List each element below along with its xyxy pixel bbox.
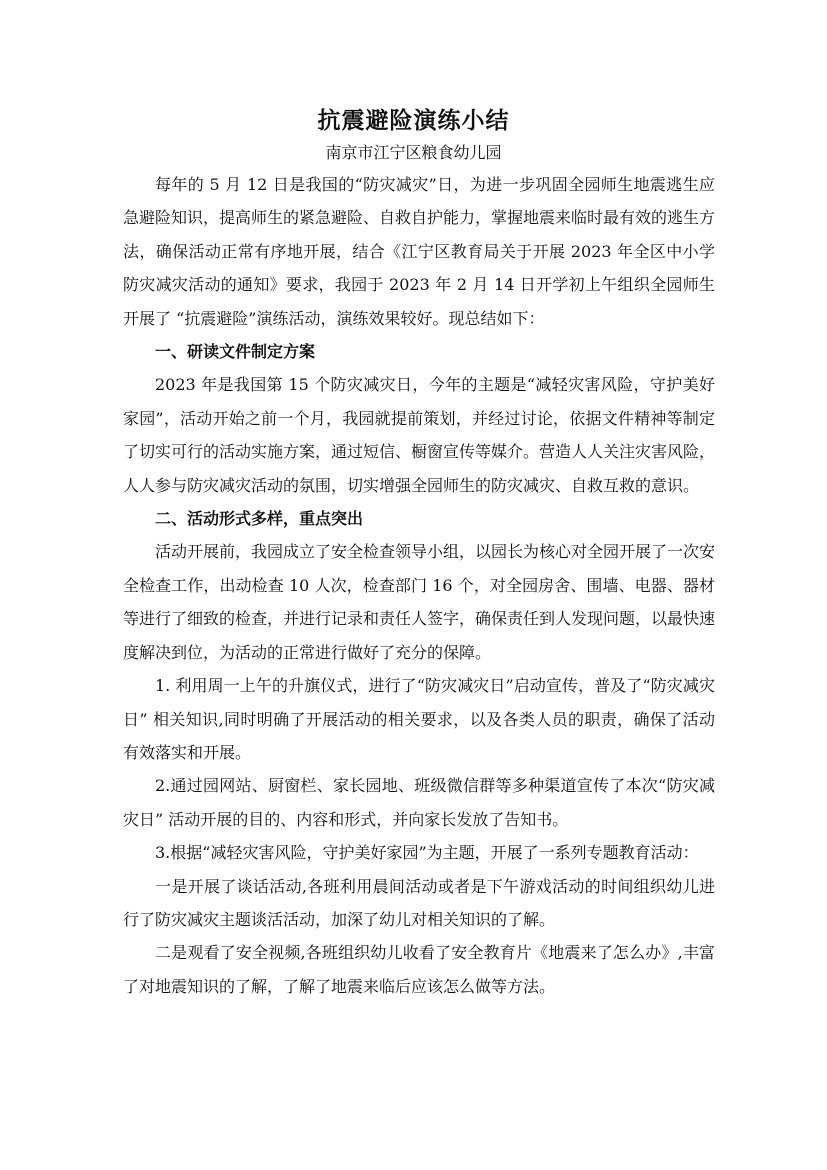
intro-paragraph: 每年的 5 月 12 日是我国的“防灾减灾”日，为进一步巩固全园师生地震逃生应急避险知识，提高师生的紧急避险、自救自护能力，掌握地震来临时最有效的逃生方法，确保活动正常有序地开展，结合《江宁区教育局关于开展 2023 年全区中小学防灾减灾活动的通知》要求，我园于 2023 年 2 月 14 日开学初上午组织全园师生开展了 “抗震避险”演练活动，演练效果较好。现总结如下： [123, 175, 716, 328]
section-2-paragraph: 活动开展前，我园成立了安全检查领导小组，以园长为核心对全园开展了一次安全检查工作，出动检查 10 人次，检查部门 16 个，对全园房舍、围墙、电器、器材等进行了细致的检查，并进行记录和责任人签字，确保责任到人发现问题，以最快速度解决到位，为活动的正常进行做好了充分的保障。 [123, 542, 716, 662]
list-item-3: 3.根据“减轻灾害风险，守护美好家园”为主题，开展了一系列专题教育活动： [155, 843, 699, 863]
section-2-heading: 二、活动形式多样，重点突出 [155, 509, 364, 529]
list-item-1: 1. 利用周一上午的升旗仪式，进行了“防灾减灾日”启动宣传，普及了“防灾减灾日” 相关知识,同时明确了开展活动的相关要求，以及各类人员的职责，确保了活动有效落实和开展。 [123, 676, 715, 762]
sub-item-2: 二是观看了安全视频,各班组织幼儿收看了安全教育片《地震来了怎么办》,丰富了对地震知识的了解，了解了地震来临后应该怎么做等方法。 [123, 943, 715, 996]
organization-name: 南京市江宁区粮食幼儿园 [325, 143, 502, 162]
section-1-heading: 一、研读文件制定方案 [155, 342, 316, 362]
sub-item-1: 一是开展了谈话活动,各班利用晨间活动或者是下午游戏活动的时间组织幼儿进行了防灾减灾主题谈活活动，加深了幼儿对相关知识的了解。 [123, 876, 715, 929]
section-1-paragraph: 2023 年是我国第 15 个防灾减灾日，今年的主题是“减轻灾害风险，守护美好家园”，活动开始之前一个月，我园就提前策划，并经过讨论，依据文件精神等制定了切实可行的活动实施方案，通过短信、橱窗宣传等媒介。营造人人关注灾害风险，人人参与防灾减灾活动的氛围，切实增强全园师生的防灾减灾、自救互救的意识。 [123, 375, 716, 495]
list-item-2: 2.通过园网站、厨窗栏、家长园地、班级微信群等多种渠道宣传了本次“防灾减灾日” 活动开展的目的、内容和形式，并向家长发放了告知书。 [123, 776, 715, 829]
document-body [123, 168, 715, 1003]
document-title: 抗震避险演练小结 [317, 108, 510, 134]
